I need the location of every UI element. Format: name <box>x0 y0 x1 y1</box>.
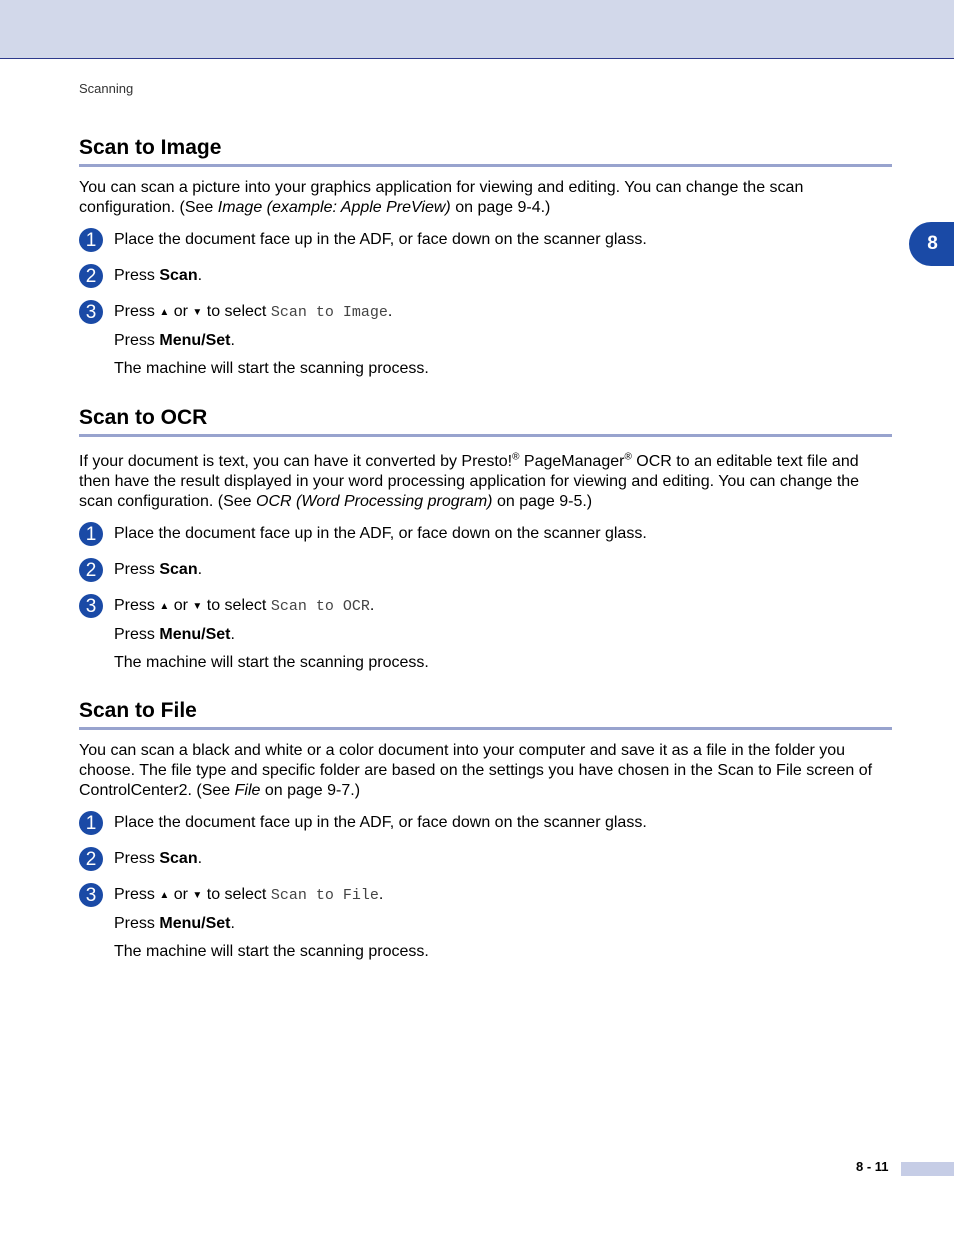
down-arrow-icon: ▼ <box>192 890 203 901</box>
step-number-badge: 1 <box>79 228 103 252</box>
cross-reference-link: File <box>234 782 261 799</box>
page-number: 8 - 11 <box>856 1159 889 1174</box>
step-number-badge: 2 <box>79 558 103 582</box>
step-number-badge: 1 <box>79 522 103 546</box>
up-arrow-icon: ▲ <box>159 601 170 612</box>
step-number-badge: 2 <box>79 264 103 288</box>
step-list <box>79 230 892 379</box>
section-title: Scan to Image <box>79 136 892 167</box>
section-intro: If your document is text, you can have it converted by Presto!® PageManager® OCR to an editable text file and then have the result displayed in your word processing application for viewing and editing. You can change the scan configuration. (See OCR (Word Processing program) on page 9-5.) <box>79 451 860 510</box>
section-intro: You can scan a picture into your graphics application for viewing and editing. You can change the scan configuration. (See Image (example: Apple PreView) on page 9-4.) <box>79 179 804 216</box>
section-title: Scan to File <box>79 699 892 730</box>
footer-bar <box>901 1162 954 1176</box>
section-intro: You can scan a black and white or a color document into your computer and save it as a file in the folder you choose. The file type and specific folder are based on the settings you have chosen in the Scan to File screen of ControlCenter2. (See File on page 9-7.) <box>79 742 873 799</box>
scan-key-label: Scan <box>159 267 198 284</box>
up-arrow-icon: ▲ <box>159 307 170 318</box>
step-number-badge: 3 <box>79 300 103 324</box>
step-2: 2 Press Scan. <box>79 560 892 580</box>
step-2: 2 Press Scan. <box>79 849 892 869</box>
up-arrow-icon: ▲ <box>159 890 170 901</box>
down-arrow-icon: ▼ <box>192 307 203 318</box>
step-3-result: The machine will start the scanning process. <box>114 360 429 377</box>
step-number-badge: 1 <box>79 811 103 835</box>
chapter-tab: 8 <box>909 222 954 266</box>
section-scan-to-ocr <box>79 406 892 673</box>
step-3-continued: Press Menu/Set. <box>114 915 235 932</box>
step-3-continued: Press Menu/Set. <box>114 332 235 349</box>
down-arrow-icon: ▼ <box>192 601 203 612</box>
step-number-badge: 3 <box>79 594 103 618</box>
cross-reference-link: OCR (Word Processing program) <box>256 493 493 510</box>
running-header: Scanning <box>79 81 134 96</box>
step-3: 3 Press ▲ or ▼ to select Scan to OCR. <box>79 596 892 617</box>
lcd-option: Scan to Image <box>270 304 388 321</box>
step-1: 1 Place the document face up in the ADF, or face down on the scanner glass. <box>79 813 892 833</box>
step-3: 3 Press ▲ or ▼ to select Scan to Image. <box>79 302 892 323</box>
step-2: 2 Press Scan. <box>79 266 892 286</box>
section-scan-to-image <box>79 136 892 379</box>
lcd-option: Scan to OCR <box>270 598 370 615</box>
step-list <box>79 524 892 673</box>
menu-set-key-label: Menu/Set <box>159 626 231 643</box>
step-3-result: The machine will start the scanning process. <box>114 654 429 671</box>
step-list <box>79 813 892 962</box>
step-3-continued: Press Menu/Set. <box>114 626 235 643</box>
cross-reference-link: Image (example: Apple PreView) <box>217 199 451 216</box>
step-number-badge: 3 <box>79 883 103 907</box>
step-3: 3 Press ▲ or ▼ to select Scan to File. <box>79 885 892 906</box>
section-scan-to-file <box>79 699 892 962</box>
lcd-option: Scan to File <box>270 887 379 904</box>
scan-key-label: Scan <box>159 561 198 578</box>
step-1: 1 Place the document face up in the ADF, or face down on the scanner glass. <box>79 230 892 250</box>
step-1: 1 Place the document face up in the ADF, or face down on the scanner glass. <box>79 524 892 544</box>
step-number-badge: 2 <box>79 847 103 871</box>
header-band <box>0 0 954 59</box>
menu-set-key-label: Menu/Set <box>159 915 231 932</box>
menu-set-key-label: Menu/Set <box>159 332 231 349</box>
scan-key-label: Scan <box>159 850 198 867</box>
section-title: Scan to OCR <box>79 406 892 437</box>
step-3-result: The machine will start the scanning process. <box>114 943 429 960</box>
